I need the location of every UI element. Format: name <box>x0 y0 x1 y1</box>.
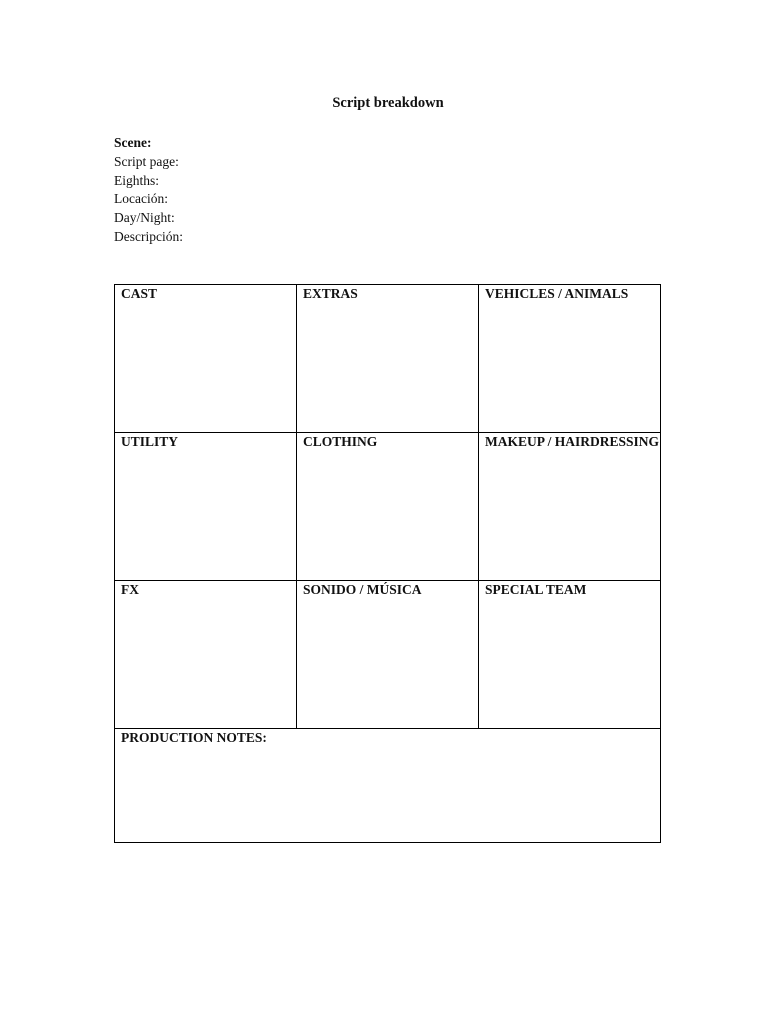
cell-utility <box>115 433 297 581</box>
cell-label-extras: EXTRAS <box>303 286 358 301</box>
cell-label-production-notes: PRODUCTION NOTES: <box>121 730 267 745</box>
cell-extras <box>297 285 479 433</box>
scene-info-fields <box>114 134 183 247</box>
cell-label-cast: CAST <box>121 286 158 301</box>
cell-clothing <box>297 433 479 581</box>
field-eighths: Eighths: <box>114 172 160 188</box>
cell-sound-music <box>297 581 479 729</box>
cell-label-utility: UTILITY <box>121 434 179 449</box>
field-location: Locación: <box>114 191 168 207</box>
cell-vehicles-animals <box>479 285 660 433</box>
cell-label-special-team: SPECIAL TEAM <box>485 582 587 597</box>
cell-special-team <box>479 581 660 729</box>
page-title: Script breakdown <box>332 95 444 111</box>
breakdown-grid <box>114 284 661 843</box>
cell-production-notes <box>115 729 660 842</box>
cell-fx <box>115 581 297 729</box>
cell-label-makeup-hairdressing: MAKEUP / HAIRDRESSING <box>485 434 660 449</box>
cell-label-vehicles-animals: VEHICLES / ANIMALS <box>485 286 629 301</box>
cell-label-fx: FX <box>121 582 139 597</box>
cell-label-sound-music: SONIDO / MÚSICA <box>303 582 422 597</box>
cell-makeup-hairdressing <box>479 433 660 581</box>
field-description: Descripción: <box>114 228 183 244</box>
field-day-night: Day/Night: <box>114 210 175 226</box>
cell-label-clothing: CLOTHING <box>303 434 378 449</box>
field-scene: Scene: <box>114 135 152 150</box>
cell-cast <box>115 285 297 433</box>
field-script-page: Script page: <box>114 153 179 169</box>
